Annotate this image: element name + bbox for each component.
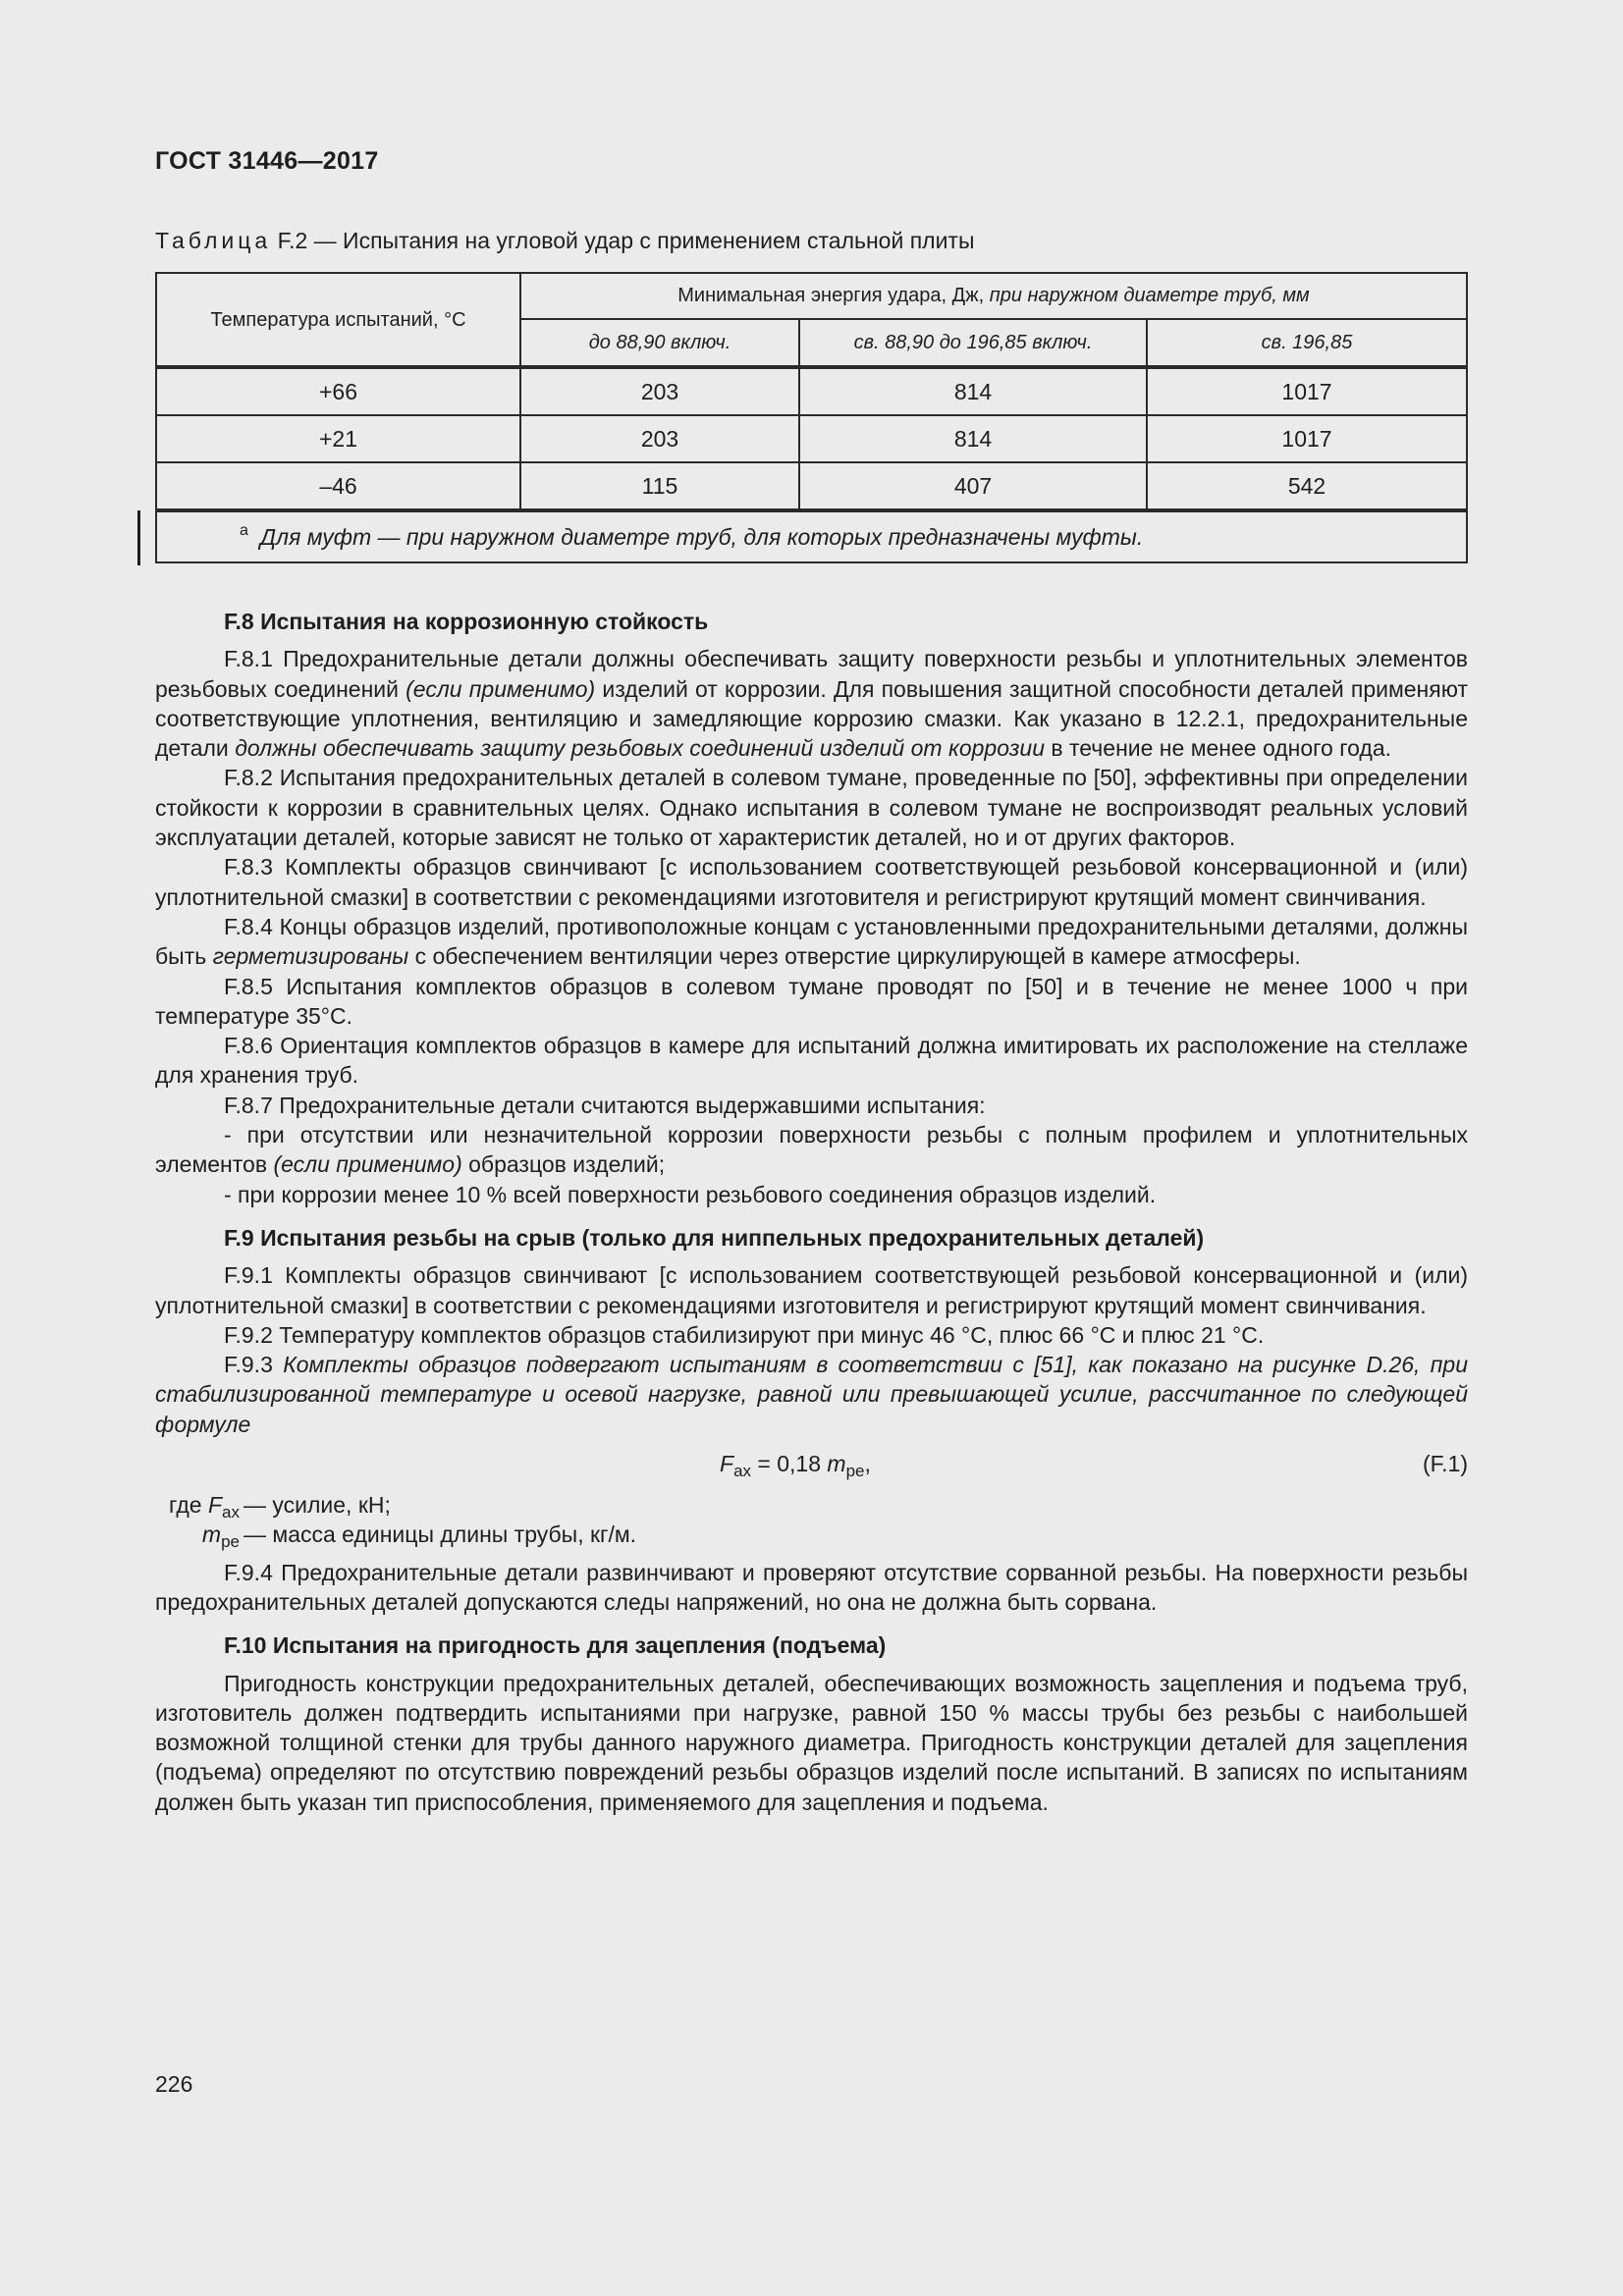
table-cell: 1017 [1147,415,1467,462]
change-bar [137,510,140,565]
paragraph-f8-1: F.8.1 Предохранительные детали должны обеспечивать защиту поверхности резьбы и уплотнительных элементов резьбовых соединений (если применимо) изделий от коррозии. Для повышения защитной способности деталей применяют соответствующие уплотнения, вентиляцию и замедляющие коррозию смазки. Как указано в 12.2.1, предохранительные детали должны обеспечивать защиту резьбовых соединений изделий от коррозии в течение не менее одного года. [155,646,1468,762]
table-cell: 203 [520,415,799,462]
paragraph-f8-5: F.8.5 Испытания комплектов образцов в солевом тумане проводят по [50] и в течение не менее 1000 ч при температуре 35°С. [155,973,1468,1029]
table-cell: 1017 [1147,367,1467,415]
legend-symbol: где $F_{ax}$ [169,1492,240,1522]
table-caption [155,228,975,254]
paragraph-f8-4: F.8.4 Концы образцов изделий, противоположные концам с установленными предохранительными деталями, должны быть герметизированы с обеспечением вентиляции через отверстие циркулирующей в камере атмосферы. [155,913,1468,970]
table-row [156,462,1467,510]
body-text [155,607,1468,1817]
table-row [156,367,1467,415]
paragraph-f9-3: F.9.3 Комплекты образцов подвергают испытаниям в соответствии с [51], как показано на рисунке D.26, при стабилизированной температуре и осевой нагрузке, равной или превышающей усилие, рассчитанное по следующей формуле [155,1352,1468,1437]
formula-legend-row [155,1490,1468,1520]
page-number: 226 [155,2071,193,2097]
subheader-cell: св. 88,90 до 196,85 включ. [799,319,1147,367]
table-cell: 814 [799,415,1147,462]
legend-symbol: $m_{pe}$ [201,1522,240,1552]
paragraph-f8-3: F.8.3 Комплекты образцов свинчивают [с использованием соответствующей резьбовой консервационной и (или) уплотнительной смазки] в соответствии с рекомендациями изготовителя и регистрируют крутящий момент свинчивания. [155,854,1468,910]
table-cell: 542 [1147,462,1467,510]
formula-expression: $F_{ax} = 0,18$ $m_{pe}$, [720,1451,871,1481]
footnote-mark: a [240,521,248,539]
table-cell: 814 [799,367,1147,415]
paragraph-f8-2: F.8.2 Испытания предохранительных деталей в солевом тумане, проведенные по [50], эффективны при определении стойкости к коррозии в сравнительных целях. Однако испытания в солевом тумане не воспроизводят реальных условий эксплуатации деталей, которые зависят не только от характеристик деталей, но и от других факторов. [155,765,1468,851]
impact-test-table [155,272,1468,563]
footnote-text: Для муфт — при наружном диаметре труб, для которых предназначены муфты. [259,523,1144,550]
table-caption-prefix: Таблица [155,228,272,253]
paragraph-f8-7: F.8.7 Предохранительные детали считаются выдержавшими испытания: [224,1092,986,1118]
table-cell: 115 [520,462,799,510]
paragraph-f9-2: F.9.2 Температуру комплектов образцов стабилизируют при минус 46 °С, плюс 66 °С и плюс 21 °С. [224,1321,1265,1348]
formula-number: (F.1) [1423,1451,1468,1477]
section-heading-f9: F.9 Испытания резьбы на срыв (только для ниппельных предохранительных деталей) [224,1224,1205,1251]
formula-f1 [155,1439,1468,1490]
table-cell: +21 [156,415,520,462]
list-item: - при коррозии менее 10 % всей поверхности резьбового соединения образцов изделий. [224,1181,1157,1207]
section-heading-f10: F.10 Испытания на пригодность для зацепления (подъема) [224,1632,887,1659]
header-energy: Минимальная энергия удара, Дж, при наружном диаметре труб, мм [520,273,1467,319]
legend-description: — масса единицы длины трубы, кг/м. [243,1522,637,1548]
header-temperature: Температура испытаний, °С [156,273,520,367]
table-row [156,415,1467,462]
table-caption-text: — Испытания на угловой удар с применением стальной плиты [307,228,975,253]
table-cell: 407 [799,462,1147,510]
table-cell: –46 [156,462,520,510]
table-header-row [156,273,1467,319]
document-header: ГОСТ 31446—2017 [155,147,379,175]
table-caption-number: F.2 [277,228,308,253]
formula-legend-row [155,1520,1468,1552]
subheader-cell: до 88,90 включ. [520,319,799,367]
subheader-cell: св. 196,85 [1147,319,1467,367]
table-footnote-row [156,510,1467,562]
paragraph-f9-4: F.9.4 Предохранительные детали развинчивают и проверяют отсутствие сорванной резьбы. На поверхности резьбы предохранительных деталей допускаются следы напряжений, но она не должна быть сорвана. [155,1559,1468,1615]
table-cell: +66 [156,367,520,415]
legend-description: — усилие, кН; [243,1492,391,1519]
paragraph-f9-1: F.9.1 Комплекты образцов свинчивают [с использованием соответствующей резьбовой консервационной и (или) уплотнительной смазки] в соответствии с рекомендациями изготовителя и регистрируют крутящий момент свинчивания. [155,1262,1468,1318]
table-footnote [156,510,1467,562]
list-item: - при отсутствии или незначительной коррозии поверхности резьбы с полным профилем и уплотнительных элементов (если применимо) образцов изделий; [155,1122,1468,1178]
paragraph-f10-1: Пригодность конструкции предохранительных деталей, обеспечивающих возможность зацепления и подъема труб, изготовитель должен подтвердить испытаниями при нагрузке, равной 150 % массы трубы без резьбы с наибольшей возможной толщиной стенки для трубы данного наружного диаметра. Пригодность конструкции деталей для зацепления (подъема) определяют по отсутствию повреждений резьбы образцов изделий после испытаний. В записях по испытаниям должен быть указан тип приспособления, применяемого для зацепления и подъема. [155,1670,1468,1815]
section-heading-f8: F.8 Испытания на коррозионную стойкость [224,609,709,634]
table-cell: 203 [520,367,799,415]
paragraph-f8-6: F.8.6 Ориентация комплектов образцов в камере для испытаний должна имитировать их расположение на стеллаже для хранения труб. [155,1033,1468,1089]
